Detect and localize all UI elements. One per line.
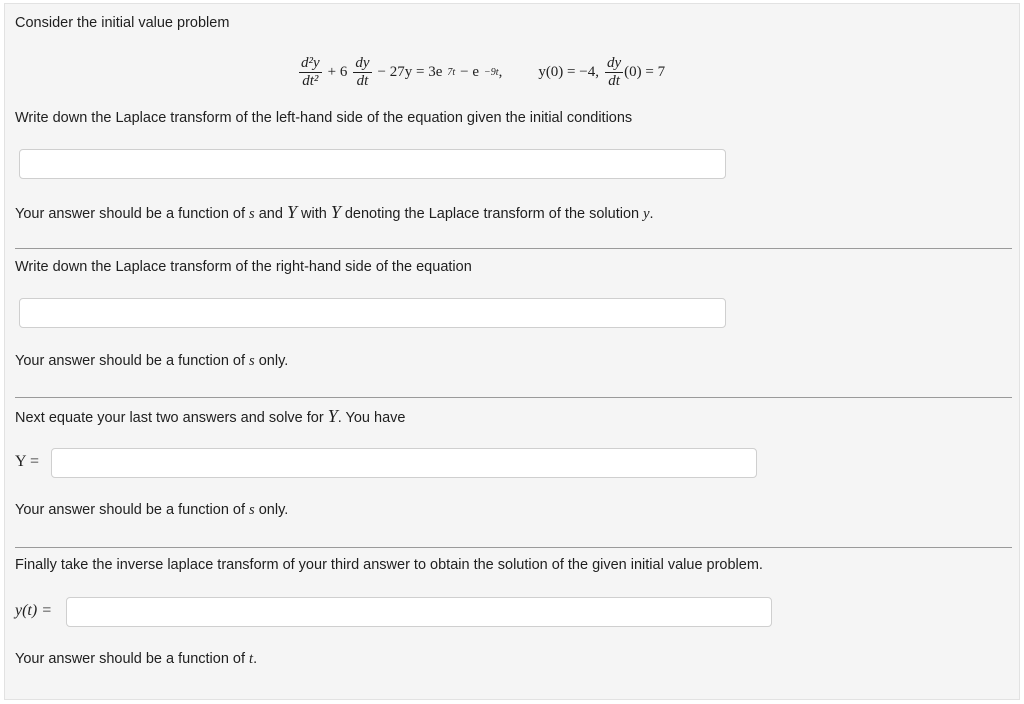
rhs-laplace-input[interactable]: [19, 298, 726, 328]
section3-prompt: Next equate your last two answers and solve for Y. You have: [15, 406, 406, 426]
section2-hint: Your answer should be a function of s only.: [15, 353, 289, 369]
section3-hint: Your answer should be a function of s only.: [15, 502, 289, 518]
y-of-t-label: y(t) =: [15, 602, 52, 619]
intro-text: Consider the initial value problem: [15, 15, 230, 31]
first-derivative-fraction: $\frac{dy}{dt}$: [355, 54, 370, 89]
ode-equation: $\frac{\text{d²y}}{\text{dt²}}$ + 6 $\frac{dy}{dt}$ − 27y = 3e 7t − e −9t , y(0) = −4, $\frac{dy}{dt}$ (0) = 7: [301, 54, 666, 89]
section1-prompt: Write down the Laplace transform of the left-hand side of the equation given the initial conditions: [15, 110, 633, 126]
divider-3: [15, 547, 1012, 548]
section2-prompt: Write down the Laplace transform of the right-hand side of the equation: [15, 259, 472, 275]
initial-condition-2-fraction: $\frac{dy}{dt}$: [606, 54, 622, 89]
initial-condition-2: (0) = 7: [624, 63, 666, 80]
section4-prompt: Finally take the inverse laplace transform of your third answer to obtain the solution of the given initial value problem.: [15, 557, 763, 573]
second-derivative-fraction: $\frac{\text{d²y}}{\text{dt²}}$: [301, 54, 320, 89]
divider-1: [15, 248, 1012, 249]
divider-2: [15, 397, 1012, 398]
y-of-t-input[interactable]: [66, 597, 772, 627]
Y-label: Y =: [15, 453, 39, 470]
lhs-laplace-input[interactable]: [19, 149, 726, 179]
section4-hint: Your answer should be a function of t.: [15, 651, 258, 667]
section1-hint: Your answer should be a function of s and Y with Y denoting the Laplace transform of the solution y.: [15, 202, 654, 222]
initial-condition-1: y(0) = −4,: [538, 63, 599, 80]
Y-solution-input[interactable]: [51, 448, 757, 478]
